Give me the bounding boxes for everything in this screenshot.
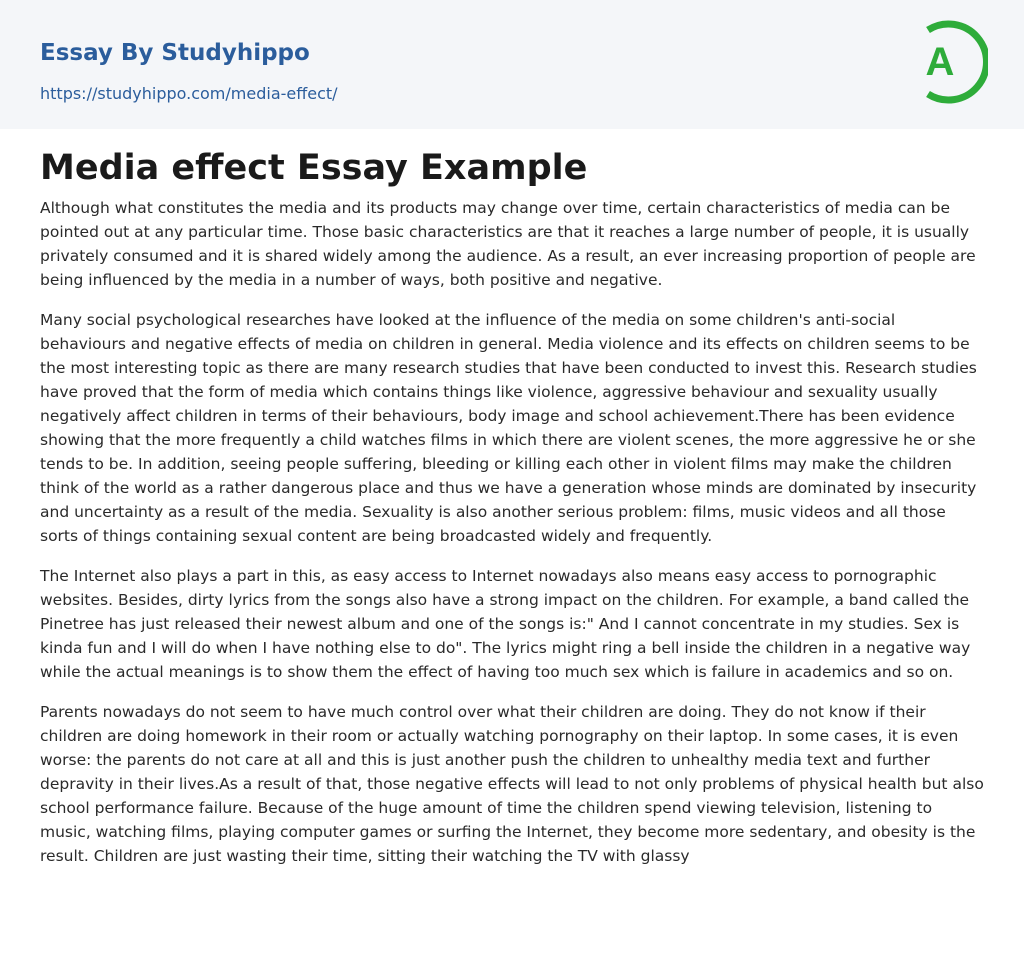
- paragraph-4: Parents nowadays do not seem to have much control over what their children are doing. They do not know if their children are doing homework in their room or actually watching pornography on their laptop. In some cases, it is even worse: the parents do not care at all and this is just another push the children to unhealthy media text and further depravity in their lives.As a result of that, those negative effects will lead to not only problems of physical health but also school performance failure. Because of the huge amount of time the children spend viewing television, listening to music, watching films, playing computer games or surfing the Internet, they become more sedentary, and obesity is the result. Children are just wasting their time, sitting their watching the TV with glassy: [40, 703, 984, 865]
- article: [40, 140, 986, 884]
- paragraph-2: Many social psychological researches have looked at the influence of the media on some children's anti-social behaviours and negative effects of media on children in general. Media violence and its effects on children seems to be the most interesting topic as there are many research studies that have been conducted to invest this. Research studies have proved that the form of media which contains things like violence, aggressive behaviour and sexuality usually negatively affect children in terms of their behaviours, body image and school achievement.There has been evidence showing that the more frequently a child watches films in which there are violent scenes, the more aggressive he or she tends to be. In addition, seeing people suffering, bleeding or killing each other in violent films may make the children think of the world as a rather dangerous place and thus we have a generation whose minds are dominated by insecurity and uncertainty as a result of the media. Sexuality is also another serious problem: films, music videos and all those sorts of things containing sexual content are being broadcasted widely and frequently.: [40, 311, 977, 545]
- source-url-link[interactable]: https://studyhippo.com/media-effect/: [40, 84, 338, 103]
- site-header: [0, 0, 1024, 129]
- site-title[interactable]: Essay By Studyhippo: [40, 40, 310, 66]
- paragraph-1: Although what constitutes the media and its products may change over time, certain characteristics of media can be pointed out at any particular time. Those basic characteristics are that it reaches a large number of people, it is usually privately consumed and it is shared widely among the audience. As a result, an ever increasing proportion of people are being influenced by the media in a number of ways, both positive and negative.: [40, 199, 976, 289]
- paragraph-3: The Internet also plays a part in this, as easy access to Internet nowadays also means easy access to pornographic websites. Besides, dirty lyrics from the songs also have a strong impact on the children. For example, a band called the Pinetree has just released their newest album and one of the songs is:" And I cannot concentrate in my studies. Sex is kinda fun and I will do when I have nothing else to do". The lyrics might ring a bell inside the children in a negative way while the actual meanings is to show them the effect of having too much sex which is failure in academics and so on.: [40, 567, 971, 681]
- studyhippo-logo-icon[interactable]: [904, 18, 988, 106]
- page-title: Media effect Essay Example: [40, 148, 588, 188]
- logo-letter: A: [925, 40, 955, 84]
